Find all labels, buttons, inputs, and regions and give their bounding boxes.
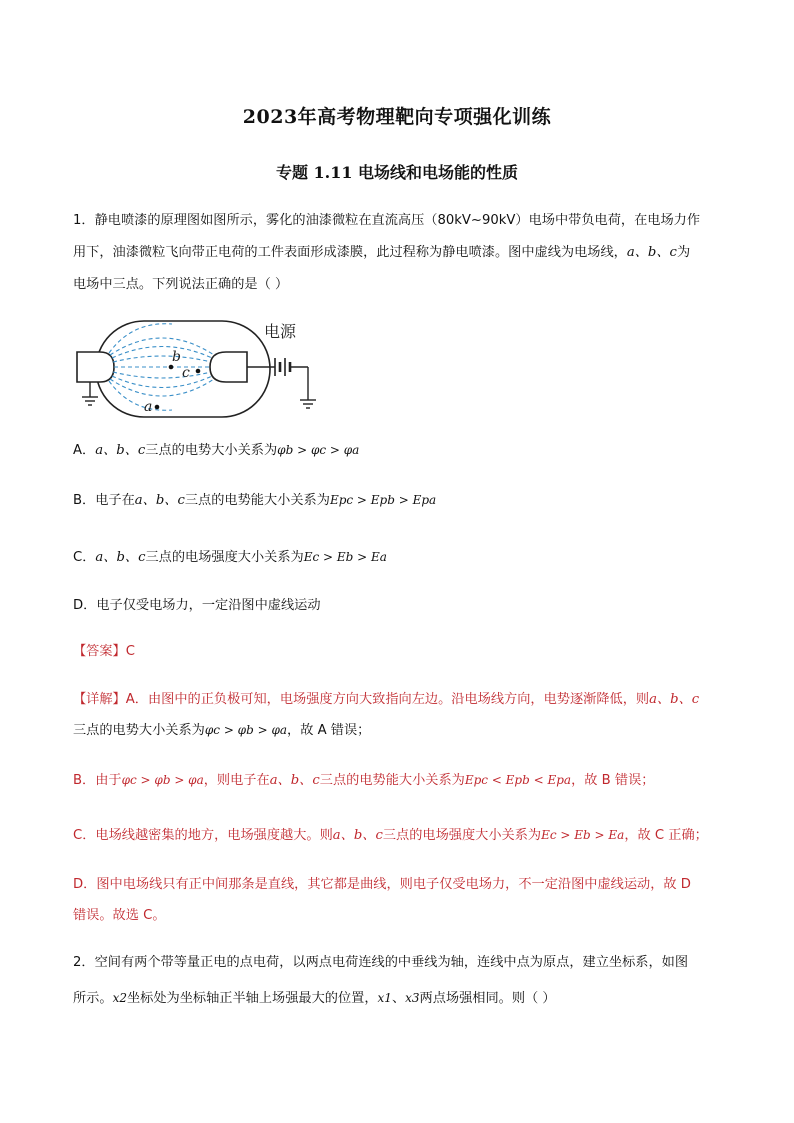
option-a-text: 三点的电势大小关系为 xyxy=(145,443,278,458)
q1-detail-a-line1 xyxy=(73,690,699,710)
detail-c-math: Ec > Eb > Ea xyxy=(541,828,625,842)
option-c-points: a、b、c xyxy=(95,550,146,565)
document-title: 2023年高考物理靶向专项强化训练 xyxy=(242,106,552,128)
point-c-dot xyxy=(196,369,201,374)
q2-stem-line2 xyxy=(73,988,556,1009)
q1-option-a[interactable] xyxy=(73,440,359,461)
option-a-math: φb > φc > φa xyxy=(277,443,360,457)
detail-b-text3: 三点的电势能大小关系为 xyxy=(319,773,465,788)
q1-stem-line3: 电场中三点。下列说法正确的是（ ） xyxy=(73,277,289,292)
q1-detail-c xyxy=(73,825,708,846)
option-b-prefix: B．电子在 xyxy=(73,493,135,508)
section-subtitle: 专题 1.11 电场线和电场能的性质 xyxy=(275,163,519,182)
detail-label: 【详解】 xyxy=(73,692,126,707)
detail-b-conclusion: ，故 B 错误； xyxy=(571,773,655,788)
detail-b-text2: ，则电子在 xyxy=(203,773,270,788)
point-c-label: c xyxy=(182,365,190,381)
q1-stem-text-end: 为 xyxy=(676,245,691,260)
answer-value: C xyxy=(125,644,135,659)
detail-b-math1: φc > φb > φa xyxy=(121,773,204,787)
detail-b-text1: B．由于 xyxy=(73,773,122,788)
q2-stem-line1: 2．空间有两个带等量正电的点电荷，以两点电荷连线的中垂线为轴，连线中点为原点，建立坐标系，如图 xyxy=(73,955,689,970)
q1-answer xyxy=(73,642,135,662)
detail-c-text1: C．电场线越密集的地方，电场强度越大。则 xyxy=(73,828,333,843)
field-lines xyxy=(109,324,214,411)
detail-c-conclusion: ，故 C 正确； xyxy=(624,828,708,843)
q1-detail-d-line2: 错误。故选 C。 xyxy=(73,908,166,923)
option-b-text: 三点的电势能大小关系为 xyxy=(184,493,330,508)
detail-a-math: φc > φb > φa xyxy=(204,723,288,737)
detail-b-points: a、b、c xyxy=(269,773,320,788)
option-c-prefix: C． xyxy=(73,550,96,565)
detail-b-math2: Epc < Epb < Epa xyxy=(464,773,572,787)
point-b-label: b xyxy=(172,349,181,365)
answer-label: 【答案】 xyxy=(73,644,126,659)
q2-x1: x1 xyxy=(377,991,392,1005)
detail-a-text: A．由图中的正负极可知，电场强度方向大致指向左边。沿电场线方向，电势逐渐降低，则 xyxy=(125,692,650,707)
point-b-dot xyxy=(169,365,174,370)
q1-option-b[interactable] xyxy=(73,490,436,511)
q1-stem-line1: 1．静电喷漆的原理图如图所示，雾化的油漆微粒在直流高压（80kV~90kV）电场中带负电荷，在电场力作 xyxy=(73,213,701,228)
electrostatic-spray-figure xyxy=(72,315,332,420)
detail-c-text2: 三点的电场强度大小关系为 xyxy=(382,828,542,843)
workpiece-electrode xyxy=(210,352,247,382)
q1-detail-b xyxy=(73,770,654,791)
q1-points-abc: a、b、c xyxy=(626,245,677,260)
point-a-label: a xyxy=(144,399,153,415)
detail-a-points: a、b、c xyxy=(649,692,700,707)
q2-stem-text2: 坐标处为坐标轴正半轴上场强最大的位置， xyxy=(126,991,378,1006)
power-source-label: 电源 xyxy=(264,322,297,341)
sprayer-electrode xyxy=(77,352,114,382)
q1-detail-d-line1: D．图中电场线只有正中间那条是直线，其它都是曲线，则电子仅受电场力，不一定沿图中虚线运动，故 D xyxy=(73,877,691,892)
point-a-dot xyxy=(155,405,160,410)
q1-option-d[interactable]: D．电子仅受电场力，一定沿图中虚线运动 xyxy=(73,598,321,613)
option-c-math: Ec > Eb > Ea xyxy=(303,550,387,564)
option-b-points: a、b、c xyxy=(134,493,185,508)
q2-x2: x2 xyxy=(112,991,127,1005)
option-c-text: 三点的电场强度大小关系为 xyxy=(145,550,304,565)
detail-c-points: a、b、c xyxy=(332,828,383,843)
detail-a-conclusion: ，故 A 错误； xyxy=(287,723,371,738)
q2-stem-text3: 两点场强相同。则（ ） xyxy=(419,991,556,1006)
q1-option-c[interactable] xyxy=(73,547,387,568)
q2-x3: x3 xyxy=(405,991,420,1005)
q2-stem-text1: 所示。 xyxy=(73,991,113,1006)
q1-stem-line2 xyxy=(73,243,690,263)
option-a-prefix: A． xyxy=(73,443,96,458)
option-b-math: Epc > Epb > Epa xyxy=(329,493,437,507)
detail-a-text2: 三点的电势大小关系为 xyxy=(73,723,205,738)
q1-stem-text: 用下，油漆微粒飞向带正电荷的工件表面形成漆膜，此过程称为静电喷漆。图中虚线为电场线， xyxy=(73,245,627,260)
q2-separator: 、 xyxy=(391,991,406,1006)
q1-detail-a-line2 xyxy=(73,720,370,741)
option-a-points: a、b、c xyxy=(95,443,146,458)
